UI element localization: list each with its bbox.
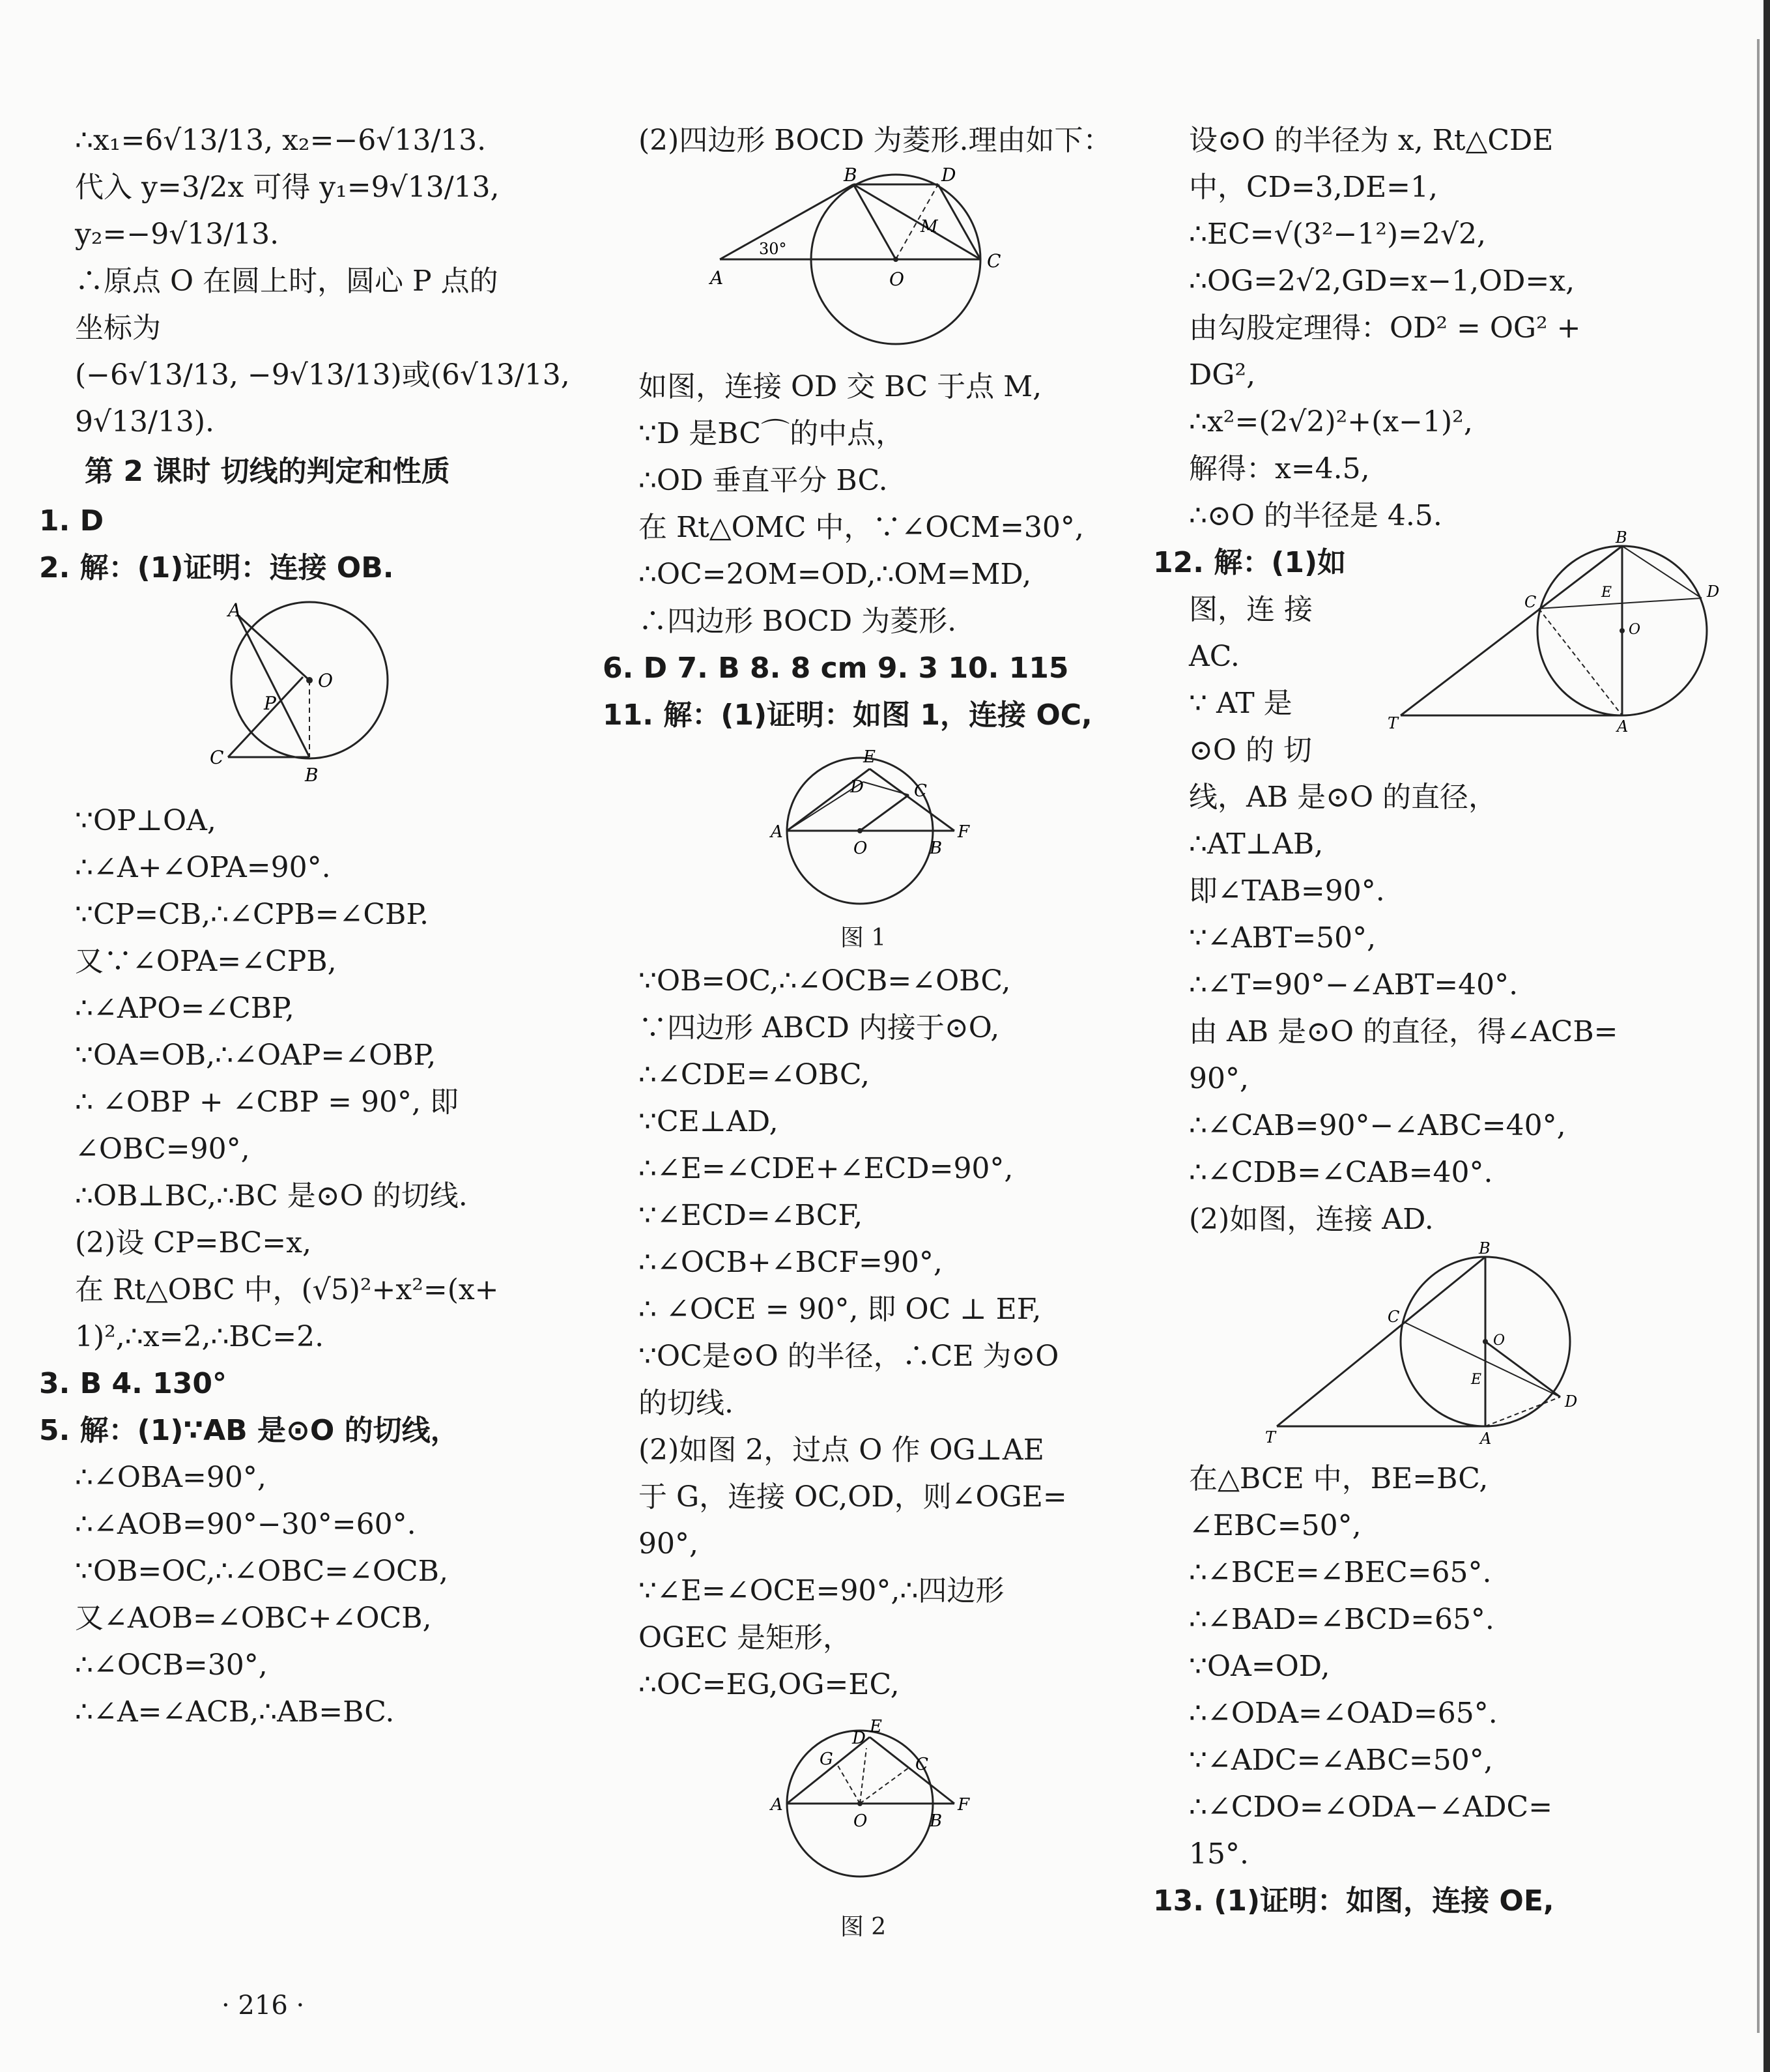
- question-13-head: 13. (1)证明：如图，连接 OE,: [1153, 1884, 1554, 1918]
- label-A: A: [771, 1795, 783, 1815]
- text-line: ∴x²=(2√2)²+(x−1)²,: [1189, 405, 1473, 439]
- label-E: E: [863, 747, 876, 767]
- label-E: E: [1471, 1372, 1482, 1388]
- question-12-head: 12. 解：(1)如: [1153, 546, 1347, 579]
- text-line: 图，连 接: [1189, 593, 1313, 626]
- label-A: A: [1480, 1430, 1492, 1448]
- label-O: O: [853, 1811, 868, 1831]
- text-line: 线，AB 是⊙O 的直径，: [1189, 781, 1498, 814]
- text-line: ∵OB=OC,∴∠OCB=∠OBC,: [638, 964, 1011, 998]
- label-O: O: [889, 268, 904, 290]
- label-C: C: [987, 250, 1001, 272]
- text-line: ∴OC=EG,OG=EC,: [638, 1668, 900, 1701]
- text-line: 设⊙O 的半径为 x, Rt△CDE: [1189, 124, 1554, 157]
- text-line: ∴∠OCB+∠BCF=90°,: [638, 1246, 943, 1279]
- figure-1-caption: 图 1: [840, 925, 887, 951]
- label-B: B: [305, 764, 319, 786]
- label-F: F: [958, 822, 970, 842]
- text-line: ∴∠T=90°−∠ABT=40°.: [1189, 968, 1519, 1001]
- page-edge-line: [1757, 39, 1760, 2033]
- text-line: ∵D 是BC⌒的中点，: [638, 417, 905, 450]
- text-line: ∴OD 垂直平分 BC.: [638, 464, 888, 497]
- text-line: ∴四边形 BOCD 为菱形.: [638, 605, 957, 638]
- text-line: 由勾股定理得：OD² = OG² +: [1189, 311, 1581, 345]
- label-F: F: [958, 1795, 970, 1815]
- text-line: ∴∠CAB=90°−∠ABC=40°,: [1189, 1109, 1566, 1142]
- text-line: (2)如图 2，过点 O 作 OG⊥AE: [638, 1433, 1044, 1467]
- text-line: ∴ ∠OCE = 90°, 即 OC ⊥ EF,: [638, 1293, 1042, 1326]
- text-line: ∴OG=2√2,GD=x−1,OD=x,: [1189, 265, 1575, 298]
- question-11-head: 11. 解：(1)证明：如图 1，连接 OC,: [603, 698, 1092, 732]
- text-line: ∵OA=OD,: [1189, 1650, 1330, 1683]
- text-line: ∴EC=√(3²−1²)=2√2,: [1189, 218, 1487, 251]
- column-2: [603, 117, 1124, 1947]
- text-line: ∵四边形 ABCD 内接于⊙O,: [638, 1011, 1000, 1044]
- text-line: 中，CD=3,DE=1,: [1189, 171, 1438, 204]
- label-A: A: [771, 822, 783, 842]
- text-line: ∴∠BCE=∠BEC=65°.: [1189, 1556, 1492, 1589]
- label-T: T: [1388, 714, 1399, 732]
- answers-q6-q10: 6. D 7. B 8. 8 cm 9. 3 10. 115: [603, 652, 1069, 685]
- label-O: O: [1629, 622, 1641, 638]
- label-A: A: [228, 599, 242, 621]
- text-line: 的切线.: [638, 1387, 734, 1420]
- figure-q5-rhombus: [603, 164, 1124, 357]
- label-D: D: [941, 164, 956, 186]
- text-line: ∴∠OCB=30°,: [75, 1648, 268, 1682]
- label-A: A: [1617, 717, 1629, 736]
- text-line: 又∠AOB=∠OBC+∠OCB,: [75, 1602, 432, 1635]
- text-line: ∴∠OBA=90°,: [75, 1461, 266, 1494]
- label-T: T: [1265, 1428, 1276, 1446]
- text-line: ∵OB=OC,∴∠OBC=∠OCB,: [75, 1555, 448, 1588]
- text-line: ∵OA=OB,∴∠OAP=∠OBP,: [75, 1039, 436, 1072]
- text-line: ∴⊙O 的半径是 4.5.: [1189, 499, 1442, 532]
- figure-2: [603, 1712, 1124, 1901]
- label-C: C: [915, 1755, 928, 1774]
- label-B: B: [930, 1811, 943, 1831]
- label-D: D: [1565, 1392, 1578, 1411]
- text-line: 在 Rt△OBC 中，(√5)²+x²=(x+: [75, 1273, 499, 1306]
- text-line: 又∵∠OPA=∠CPB,: [75, 945, 337, 978]
- label-O: O: [318, 670, 333, 691]
- text-line: ∵CP=CB,∴∠CPB=∠CBP.: [75, 898, 429, 931]
- question-2-head: 2. 解：(1)证明：连接 OB.: [39, 551, 394, 584]
- label-C: C: [1388, 1308, 1400, 1326]
- text-line: 1)²,∴x=2,∴BC=2.: [75, 1320, 324, 1353]
- text-line: 即∠TAB=90°.: [1189, 874, 1385, 908]
- text-line: ∠EBC=50°,: [1189, 1509, 1362, 1542]
- label-B: B: [1479, 1239, 1491, 1258]
- text-line: ∴∠CDB=∠CAB=40°.: [1189, 1156, 1493, 1189]
- text-line: OGEC 是矩形，: [638, 1621, 851, 1654]
- label-C: C: [914, 781, 927, 801]
- label-D: D: [1707, 583, 1720, 601]
- text-line: 90°,: [638, 1527, 698, 1561]
- figure-1: [603, 743, 1124, 912]
- text-line: 坐标为: [75, 311, 161, 345]
- label-C: C: [210, 747, 224, 768]
- text-line: 解得：x=4.5,: [1189, 452, 1370, 485]
- text-line: ∴∠CDE=∠OBC,: [638, 1058, 870, 1091]
- text-line: ∴OC=2OM=OD,∴OM=MD,: [638, 558, 1032, 591]
- text-line: ∴∠A+∠OPA=90°.: [75, 851, 331, 884]
- label-angle-30: 30°: [759, 240, 787, 258]
- text-line: ∠OBC=90°,: [75, 1132, 250, 1166]
- label-E: E: [870, 1717, 882, 1736]
- page-edge-shadow: [1763, 0, 1770, 2072]
- text-line: ∴∠E=∠CDE+∠ECD=90°,: [638, 1152, 1014, 1185]
- text-line: (−6√13/13, −9√13/13)或(6√13/13,: [75, 358, 570, 392]
- text-line: 9√13/13).: [75, 405, 214, 439]
- text-line: ∵CE⊥AD,: [638, 1105, 778, 1138]
- column-3: [1153, 117, 1739, 1925]
- text-line: 90°,: [1189, 1062, 1249, 1095]
- text-line: ∴∠APO=∠CBP,: [75, 992, 294, 1025]
- text-line: (2)如图，连接 AD.: [1189, 1203, 1434, 1236]
- label-B: B: [1616, 528, 1627, 547]
- label-M: M: [921, 217, 938, 237]
- label-G: G: [820, 1749, 833, 1769]
- answer-q1: 1. D: [39, 504, 104, 538]
- text-line: AC.: [1189, 640, 1240, 673]
- text-line: 在△BCE 中，BE=BC,: [1189, 1462, 1489, 1495]
- text-line: (2)设 CP=BC=x,: [75, 1226, 311, 1259]
- figure-2-caption: 图 2: [840, 1914, 887, 1940]
- figure-q12-1: [1368, 528, 1733, 736]
- text-line: ∵OC是⊙O 的半径，∴CE 为⊙O: [638, 1340, 1059, 1373]
- label-D: D: [852, 1729, 866, 1748]
- text-line: ⊙O 的 切: [1189, 734, 1312, 767]
- text-line: ∴∠ODA=∠OAD=65°.: [1189, 1697, 1498, 1730]
- text-line: ∴OB⊥BC,∴BC 是⊙O 的切线.: [75, 1179, 468, 1213]
- figure-q12-2: [1153, 1239, 1739, 1449]
- text-line: ∵∠ABT=50°,: [1189, 921, 1377, 955]
- text-line: ∵ AT 是: [1189, 687, 1292, 720]
- text-line: ∴AT⊥AB,: [1189, 827, 1324, 861]
- section-heading: 第 2 课时 切线的判定和性质: [85, 455, 450, 488]
- text-line: ∴∠A=∠ACB,∴AB=BC.: [75, 1695, 395, 1729]
- label-E: E: [1601, 584, 1612, 601]
- text-line: ∵∠E=∠OCE=90°,∴四边形: [638, 1574, 1005, 1607]
- question-12-block: [1153, 528, 1739, 774]
- text-line: ∵OP⊥OA,: [75, 804, 216, 837]
- text-line: ∴ ∠OBP + ∠CBP = 90°, 即: [75, 1086, 459, 1119]
- label-D: D: [850, 777, 864, 797]
- text-line: 15°.: [1189, 1837, 1249, 1871]
- text-line: y₂=−9√13/13.: [75, 218, 279, 251]
- question-5-head: 5. 解：(1)∵AB 是⊙O 的切线，: [39, 1414, 459, 1447]
- label-B: B: [844, 164, 857, 186]
- label-B: B: [930, 839, 943, 858]
- column-1: [39, 117, 573, 1736]
- figure-q2-circle: [39, 596, 573, 791]
- text-line: ∴∠AOB=90°−30°=60°.: [75, 1508, 416, 1541]
- label-C: C: [1524, 593, 1537, 611]
- text-line: DG²,: [1189, 358, 1256, 392]
- text-line: 如图，连接 OD 交 BC 于点 M,: [638, 370, 1042, 403]
- text-line: ∵∠ADC=∠ABC=50°,: [1189, 1744, 1493, 1777]
- answers-q3-q4: 3. B 4. 130°: [39, 1367, 227, 1400]
- label-P: P: [264, 693, 276, 714]
- text-line: ∵∠ECD=∠BCF,: [638, 1199, 863, 1232]
- text-line: 于 G，连接 OC,OD，则∠OGE=: [638, 1480, 1067, 1514]
- text-line: ∴∠BAD=∠BCD=65°.: [1189, 1603, 1494, 1636]
- text-line: (2)四边形 BOCD 为菱形.理由如下：: [638, 124, 1112, 157]
- text-line: ∴x₁=6√13/13, x₂=−6√13/13.: [75, 124, 487, 157]
- label-O: O: [1493, 1332, 1506, 1349]
- label-A: A: [710, 267, 724, 289]
- page-number: · 216 ·: [221, 1991, 305, 2021]
- text-line: ∴原点 O 在圆上时，圆心 P 点的: [75, 265, 498, 298]
- text-line: 代入 y=3/2x 可得 y₁=9√13/13,: [75, 171, 500, 204]
- text-line: 由 AB 是⊙O 的直径，得∠ACB=: [1189, 1015, 1618, 1048]
- text-line: 在 Rt△OMC 中，∵∠OCM=30°,: [638, 511, 1084, 544]
- label-O: O: [853, 839, 868, 858]
- text-line: ∴∠CDO=∠ODA−∠ADC=: [1189, 1791, 1553, 1824]
